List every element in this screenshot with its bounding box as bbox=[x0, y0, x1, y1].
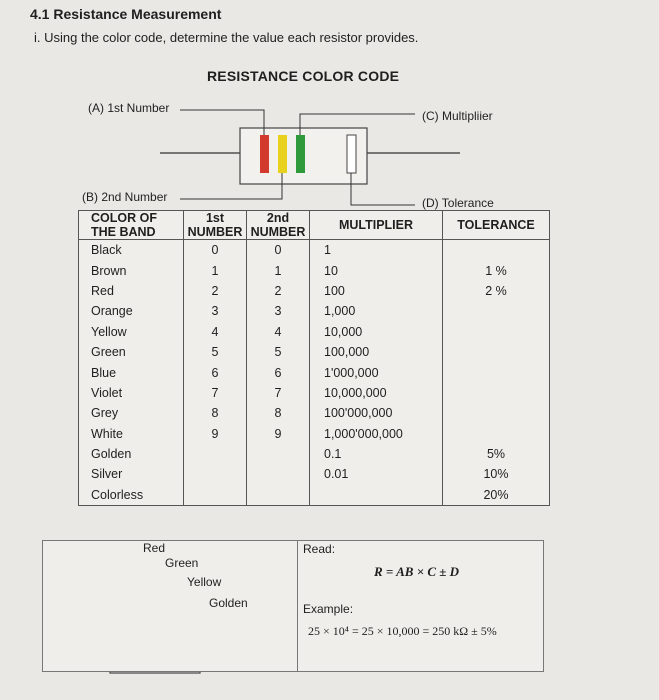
tolerance-cell bbox=[443, 342, 550, 362]
section-heading: 4.1 Resistance Measurement bbox=[30, 6, 222, 22]
table-row bbox=[79, 240, 550, 261]
table-row bbox=[79, 403, 550, 423]
multiplier-cell: 1'000,000 bbox=[310, 362, 443, 382]
example-calculation: 25 × 10⁴ = 25 × 10,000 = 250 kΩ ± 5% bbox=[308, 624, 497, 638]
tolerance-cell: 10% bbox=[443, 464, 550, 484]
label-second-number: (B) 2nd Number bbox=[82, 190, 168, 204]
multiplier-cell: 10,000,000 bbox=[310, 383, 443, 403]
resistor-band-4 bbox=[347, 135, 356, 173]
example-label: Example: bbox=[303, 602, 354, 616]
second-number-cell: 6 bbox=[247, 362, 310, 382]
multiplier-cell: 10,000 bbox=[310, 322, 443, 342]
label-multiplier: (C) Multipliier bbox=[422, 109, 493, 123]
tolerance-cell bbox=[443, 362, 550, 382]
second-number-cell bbox=[247, 485, 310, 506]
table-row bbox=[79, 424, 550, 444]
first-number-cell: 9 bbox=[184, 424, 247, 444]
color-name-cell: White bbox=[79, 424, 184, 444]
example-band-label-yellow: Yellow bbox=[187, 575, 222, 589]
color-name-cell: Blue bbox=[79, 362, 184, 382]
resistor-band-3 bbox=[296, 135, 305, 173]
multiplier-cell: 1,000 bbox=[310, 301, 443, 321]
multiplier-cell: 100,000 bbox=[310, 342, 443, 362]
color-name-cell: Green bbox=[79, 342, 184, 362]
table-row bbox=[79, 362, 550, 382]
multiplier-cell: 1,000'000,000 bbox=[310, 424, 443, 444]
color-name-cell: Brown bbox=[79, 260, 184, 280]
multiplier-cell: 0.1 bbox=[310, 444, 443, 464]
table-row bbox=[79, 464, 550, 484]
color-name-cell: Golden bbox=[79, 444, 184, 464]
example-band-label-golden: Golden bbox=[209, 596, 248, 610]
tolerance-cell: 20% bbox=[443, 485, 550, 506]
header-first-number: 1st NUMBER bbox=[184, 211, 247, 240]
first-number-cell bbox=[184, 444, 247, 464]
tolerance-cell bbox=[443, 240, 550, 261]
first-number-cell: 1 bbox=[184, 260, 247, 280]
second-number-cell: 1 bbox=[247, 260, 310, 280]
table-row bbox=[79, 322, 550, 342]
resistor-band-1 bbox=[260, 135, 269, 173]
tolerance-cell bbox=[443, 301, 550, 321]
second-number-cell: 0 bbox=[247, 240, 310, 261]
first-number-cell bbox=[184, 485, 247, 506]
header-multiplier: MULTIPLIER bbox=[310, 211, 443, 240]
example-band-label-green: Green bbox=[165, 556, 199, 570]
multiplier-cell: 100'000,000 bbox=[310, 403, 443, 423]
second-number-cell: 5 bbox=[247, 342, 310, 362]
tolerance-cell bbox=[443, 383, 550, 403]
table-row bbox=[79, 301, 550, 321]
tolerance-cell: 2 % bbox=[443, 281, 550, 301]
read-label: Read: bbox=[303, 542, 336, 556]
label-first-number: (A) 1st Number bbox=[88, 101, 170, 115]
table-row bbox=[79, 485, 550, 506]
color-name-cell: Silver bbox=[79, 464, 184, 484]
color-name-cell: Yellow bbox=[79, 322, 184, 342]
first-number-cell: 2 bbox=[184, 281, 247, 301]
instruction-text: i. Using the color code, determine the value each resistor provides. bbox=[34, 30, 419, 45]
table-row bbox=[79, 342, 550, 362]
example-box bbox=[42, 540, 544, 672]
first-number-cell: 4 bbox=[184, 322, 247, 342]
second-number-cell bbox=[247, 444, 310, 464]
color-name-cell: Red bbox=[79, 281, 184, 301]
tolerance-cell: 1 % bbox=[443, 260, 550, 280]
first-number-cell: 3 bbox=[184, 301, 247, 321]
header-tolerance: TOLERANCE bbox=[443, 211, 550, 240]
chart-title: RESISTANCE COLOR CODE bbox=[207, 68, 400, 84]
second-number-cell: 3 bbox=[247, 301, 310, 321]
resistor-band-2 bbox=[278, 135, 287, 173]
header-color: COLOR OF THE BAND bbox=[79, 211, 184, 240]
tolerance-cell: 5% bbox=[443, 444, 550, 464]
first-number-cell: 8 bbox=[184, 403, 247, 423]
color-name-cell: Orange bbox=[79, 301, 184, 321]
first-number-cell bbox=[184, 464, 247, 484]
multiplier-cell: 1 bbox=[310, 240, 443, 261]
tolerance-cell bbox=[443, 322, 550, 342]
first-number-cell: 7 bbox=[184, 383, 247, 403]
color-name-cell: Colorless bbox=[79, 485, 184, 506]
tolerance-cell bbox=[443, 403, 550, 423]
example-band-label-red: Red bbox=[143, 541, 166, 555]
multiplier-cell: 100 bbox=[310, 281, 443, 301]
header-second-number: 2nd NUMBER bbox=[247, 211, 310, 240]
label-tolerance: (D) Tolerance bbox=[422, 196, 494, 210]
multiplier-cell bbox=[310, 485, 443, 506]
table-row bbox=[79, 444, 550, 464]
second-number-cell: 2 bbox=[247, 281, 310, 301]
example-divider bbox=[297, 540, 298, 672]
color-name-cell: Violet bbox=[79, 383, 184, 403]
multiplier-cell: 0.01 bbox=[310, 464, 443, 484]
color-code-table bbox=[78, 210, 550, 506]
multiplier-cell: 10 bbox=[310, 260, 443, 280]
table-row bbox=[79, 260, 550, 280]
table-row bbox=[79, 281, 550, 301]
first-number-cell: 5 bbox=[184, 342, 247, 362]
table-row bbox=[79, 383, 550, 403]
resistance-formula: R = AB × C ± D bbox=[374, 564, 460, 579]
first-number-cell: 6 bbox=[184, 362, 247, 382]
second-number-cell: 7 bbox=[247, 383, 310, 403]
second-number-cell: 4 bbox=[247, 322, 310, 342]
second-number-cell: 8 bbox=[247, 403, 310, 423]
tolerance-cell bbox=[443, 424, 550, 444]
second-number-cell: 9 bbox=[247, 424, 310, 444]
color-name-cell: Grey bbox=[79, 403, 184, 423]
first-number-cell: 0 bbox=[184, 240, 247, 261]
second-number-cell bbox=[247, 464, 310, 484]
color-name-cell: Black bbox=[79, 240, 184, 261]
